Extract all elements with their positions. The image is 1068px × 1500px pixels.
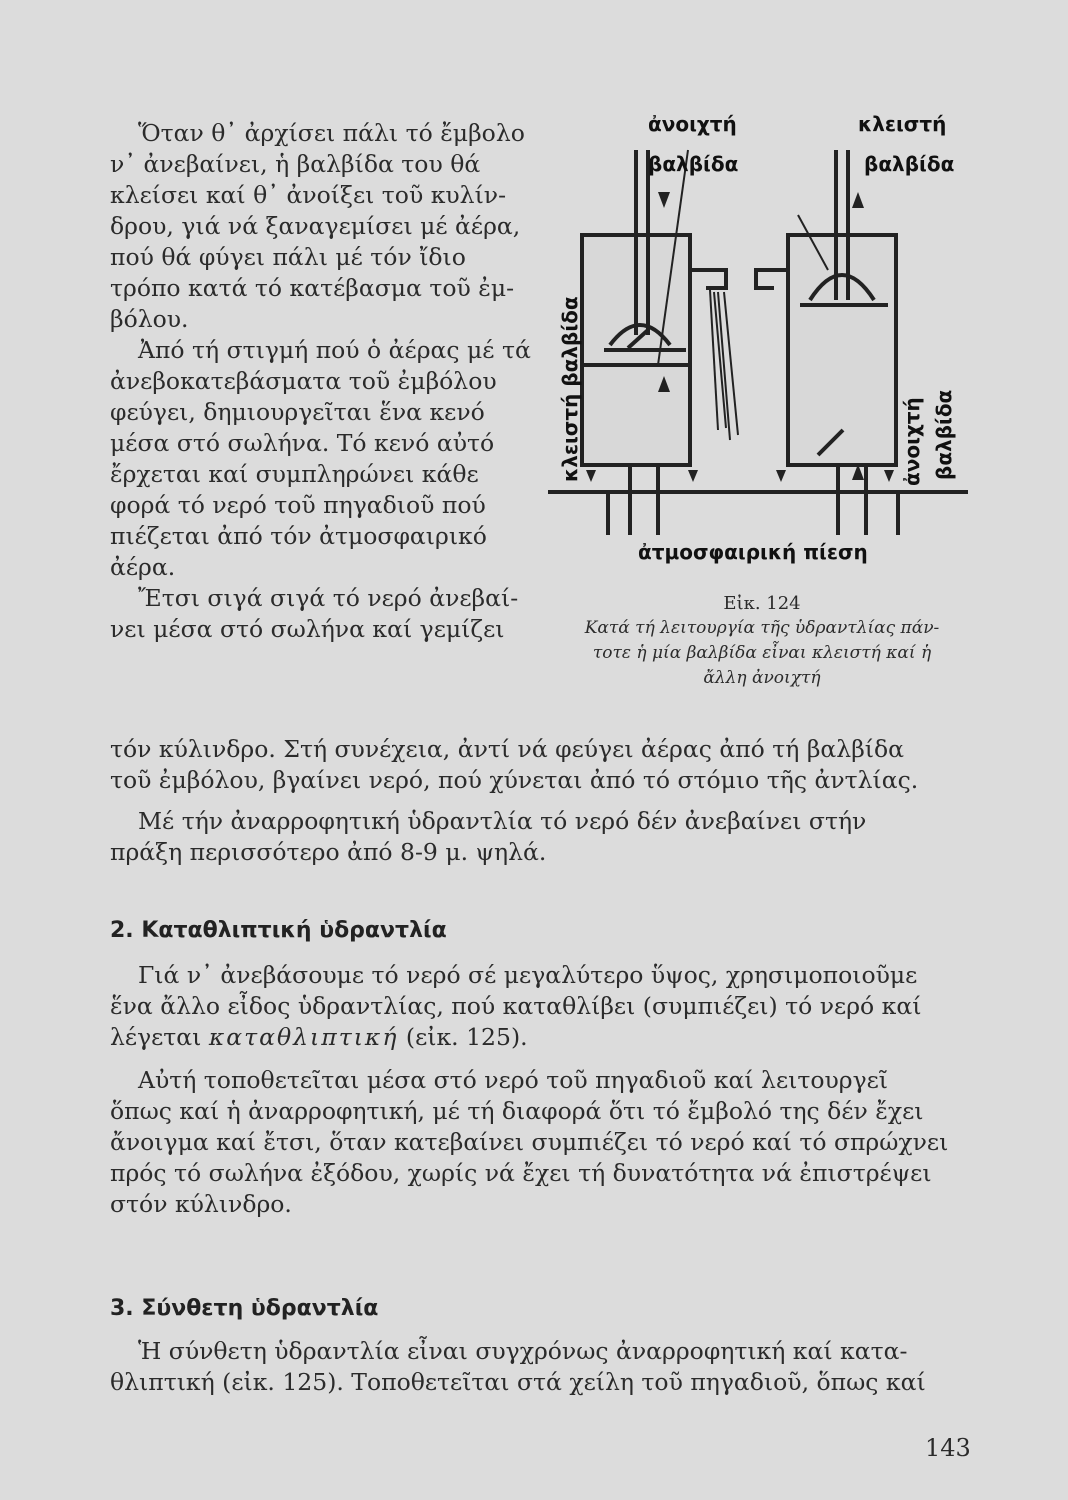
text-line: ἕνα ἄλλο εἶδος ὑδραντλίας, πού καταθλίβει (συμπιέζει) τό νερό καί	[110, 992, 922, 1020]
caption-line: Κατά τή λειτουργία τῆς ὑδραντλίας πάν-	[584, 618, 940, 638]
text-line: Ὅταν θ᾽ ἀρχίσει πάλι τό ἔμβολο	[138, 119, 525, 147]
text-line: πού θά φύγει πάλι μέ τόν ἴδιο	[110, 243, 466, 271]
text-line: Ἡ σύνθετη ὑδραντλία εἶναι συγχρόνως ἀναρροφητική καί κατα-	[138, 1337, 908, 1365]
text-line: πρός τό σωλήνα ἐξόδου, χωρίς νά ἔχει τή δυνατότητα νά ἐπιστρέψει	[110, 1159, 932, 1187]
text-line: Ἀπό τή στιγμή πού ὁ ἀέρας μέ τά	[138, 336, 531, 364]
text-line: τοῦ ἐμβόλου, βγαίνει νερό, πού χύνεται ἀπό τό στόμιο τῆς ἀντλίας.	[110, 766, 919, 794]
text-line: Μέ τήν ἀναρροφητική ὑδραντλία τό νερό δέν ἀνεβαίνει στήν	[138, 807, 867, 835]
text-line: ἀνεβοκατεβάσματα τοῦ ἐμβόλου	[110, 367, 497, 395]
text-line: θλιπτική (εἰκ. 125). Τοποθετεῖται στά χείλη τοῦ πηγαδιοῦ, ὅπως καί	[110, 1368, 926, 1396]
text-line: ἀέρα.	[110, 553, 176, 581]
text-line: στόν κύλινδρο.	[110, 1190, 292, 1218]
text-line: κλείσει καί θ᾽ ἀνοίξει τοῦ κυλίν-	[110, 181, 507, 209]
text-line: νει μέσα στό σωλήνα καί γεμίζει	[110, 615, 505, 643]
label-open-top: ἀνοιχτή	[648, 112, 737, 136]
text-line	[110, 1022, 960, 1053]
figure-caption	[552, 592, 972, 691]
section-heading: 2. Καταθλιπτική ὑδραντλία	[110, 918, 447, 943]
text-line: βόλου.	[110, 305, 189, 333]
text-line: ἔρχεται καί συμπληρώνει κάθε	[110, 460, 479, 488]
pump-diagram-drawing	[548, 110, 968, 590]
caption-line: ἄλλη ἀνοιχτή	[703, 668, 821, 688]
label-closed-valve-vertical: κλειστή βαλβίδα	[558, 296, 582, 482]
figure-number: Εἰκ. 124	[723, 593, 801, 614]
section-heading: 3. Σύνθετη ὑδραντλία	[110, 1296, 379, 1321]
label-closed-top: κλειστή	[858, 112, 947, 136]
text-line: μέσα στό σωλήνα. Τό κενό αὐτό	[110, 429, 495, 457]
term-emphasis: καταθλιπτική	[208, 1023, 399, 1051]
text-line: πιέζεται ἀπό τόν ἀτμοσφαιρικό	[110, 522, 487, 550]
full-paragraph	[110, 734, 960, 868]
label-valve-top-right: βαλβίδα	[864, 152, 955, 176]
caption-line: τοτε ἡ μία βαλβίδα εἶναι κλειστή καί ἡ	[592, 643, 932, 663]
label-valve-vertical: βαλβίδα	[932, 389, 956, 480]
label-open-vertical: ἀνοιχτή	[900, 397, 924, 486]
text-line: ν᾽ ἀνεβαίνει, ἡ βαλβίδα του θά	[110, 150, 481, 178]
text-line: πράξη περισσότερο ἀπό 8-9 μ. ψηλά.	[110, 838, 547, 866]
section3-paragraph	[110, 1336, 960, 1398]
text-line: Γιά ν᾽ ἀνεβάσουμε τό νερό σέ μεγαλύτερο ὕψος, χρησιμοποιοῦμε	[138, 961, 918, 989]
label-atmospheric-pressure: ἀτμοσφαιρική πίεση	[638, 540, 868, 564]
text-line: δρου, γιά νά ξαναγεμίσει μέ ἀέρα,	[110, 212, 521, 240]
label-valve-top-left: βαλβίδα	[648, 152, 739, 176]
text-line: Ἔτσι σιγά σιγά τό νερό ἀνεβαί-	[138, 584, 519, 612]
section2-paragraph	[110, 960, 960, 1220]
text-fragment: (εἰκ. 125).	[405, 1023, 528, 1051]
text-line: φεύγει, δημιουργεῖται ἕνα κενό	[110, 398, 485, 426]
text-line: φορά τό νερό τοῦ πηγαδιοῦ πού	[110, 491, 486, 519]
left-paragraph	[110, 118, 530, 645]
pump-valve-diagram	[548, 110, 968, 590]
page-number: 143	[925, 1434, 971, 1462]
text-line: Αὐτή τοποθετεῖται μέσα στό νερό τοῦ πηγαδιοῦ καί λειτουργεῖ	[138, 1066, 889, 1094]
text-line: τόν κύλινδρο. Στή συνέχεια, ἀντί νά φεύγει ἀέρας ἀπό τή βαλβίδα	[110, 735, 905, 763]
text-line: τρόπο κατά τό κατέβασμα τοῦ ἐμ-	[110, 274, 515, 302]
text-fragment: λέγεται	[110, 1023, 202, 1051]
text-line: ὅπως καί ἡ ἀναρροφητική, μέ τή διαφορά ὅτι τό ἔμβολό της δέν ἔχει	[110, 1097, 924, 1125]
text-line: ἄνοιγμα καί ἔτσι, ὅταν κατεβαίνει συμπιέζει τό νερό καί τό σπρώχνει	[110, 1128, 949, 1156]
